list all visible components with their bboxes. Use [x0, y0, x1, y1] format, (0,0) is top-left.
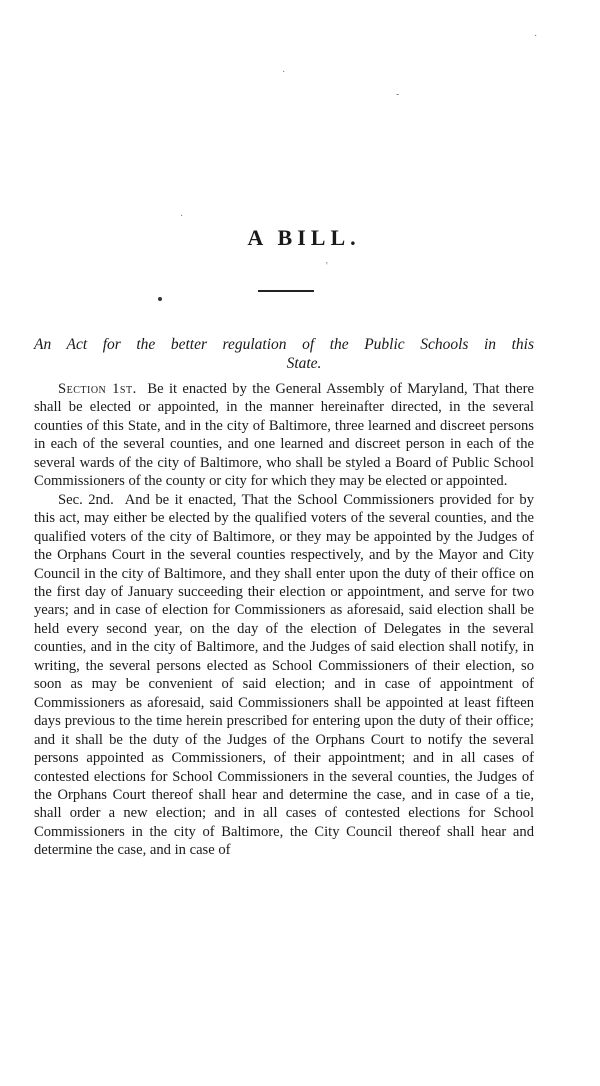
title-rule	[258, 290, 314, 292]
print-dot	[158, 297, 162, 301]
print-speck: -	[396, 89, 400, 100]
section-2-paragraph	[34, 491, 534, 860]
bill-title: A BILL.	[247, 225, 361, 250]
print-speck: ·	[282, 67, 286, 78]
section-2-text: And be it enacted, That the School Commissioners provided for by this act, may either be elected by the qualified voters of the several counties, and the qualified voters of the city of Baltimore, or they may be appointed by the Judges of the Orphans Court in the several counties respectively, and by the Mayor and City Council in the city of Baltimore, and they shall enter upon the duty of their office on the first day of January succeeding their election or appointment, and serve for two years; and in case of election for Commissioners as aforesaid, said election shall be held every second year, on the day of the election of Delegates in the several counties, and in the city of Baltimore, and the Judges of said election shall notify, in writing, the several persons elected as School Commissioners of their election, so soon as may be convenient of said election; and in case of appointment of Commissioners as aforesaid, said Commissioners shall be appointed at least fifteen days previous to the time herein prescribed for entering upon the duty of their office; and it shall be the duty of the Judges of the Orphans Court to notify the several persons appointed as Commissioners, of their appointment; and in all cases of contested elections for School Commissioners in the several counties, the Judges of the Orphans Court thereof shall hear and determine the case, and in case of a tie, shall order a new election; and in all cases of contested elections for School Commissioners in the city of Baltimore, the City Council thereof shall hear and determine the case, and in case of	[34, 491, 534, 859]
section-1-text: Be it enacted by the General Assembly of Maryland, That there shall be elected or appointed, in the manner hereinafter directed, in the several counties of this State, and in the city of Baltimore, three learned and discreet persons in each of the several counties, and one learned and discreet person in each of the several wards of the city of Baltimore, who shall be styled a Board of Public School Commissioners of the county or city for which they may be elected or appointed.	[34, 381, 534, 490]
section-2-label: Sec. 2nd.	[58, 491, 114, 508]
print-speck: ·	[180, 211, 184, 222]
bill-body	[34, 380, 534, 860]
corner-mark: ·	[534, 31, 538, 42]
act-subtitle-line2: State.	[286, 354, 322, 372]
act-subtitle	[34, 336, 534, 373]
section-1-label: Section 1st.	[58, 381, 137, 397]
print-speck: '	[326, 261, 328, 272]
section-1-paragraph	[34, 380, 534, 491]
act-subtitle-line1: An Act for the better regulation of the Public Schools in this	[34, 336, 534, 353]
